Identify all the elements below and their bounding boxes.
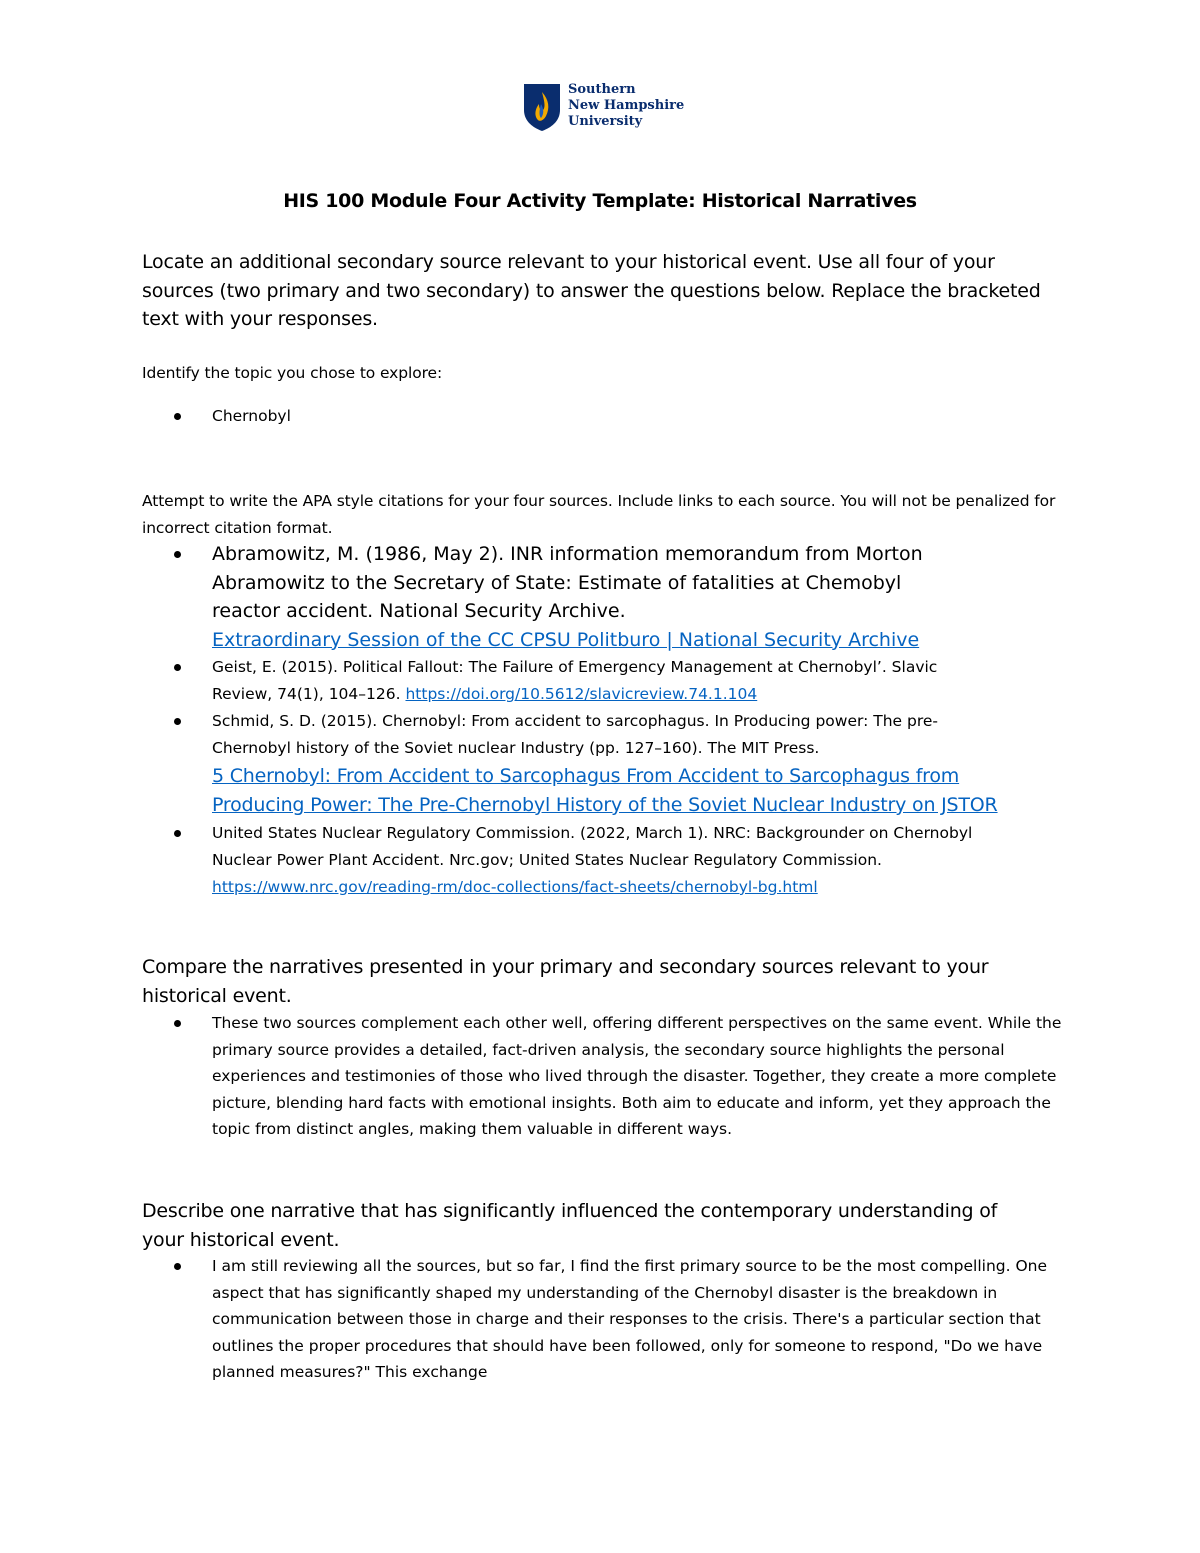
answer-compare: These two sources complement each other well, offering different perspectives on the same event. While the primary source provides a detailed, fact-driven analysis, the secondary source highlights the personal experiences and testimonies of those who lived through the disaster. Together, they create a more complete picture, blending hard facts with emotional insights. Both aim to educate and inform, yet they approach the topic from distinct angles, making them valuable in different ways. [142,1010,1062,1143]
citation-text: United States Nuclear Regulatory Commission. (2022, March 1). NRC: Backgrounder on Chernobyl Nuclear Power Plant Accident. Nrc.gov; United States Nuclear Regulatory Commission. [212,824,973,869]
citation-item [142,540,952,654]
logo-line-2: New Hampshire [568,98,685,113]
intro-paragraph: Locate an additional secondary source relevant to your historical event. Use all four of your sources (two primary and two secondary) to answer the questions below. Replace the bracketed text with your responses. [142,251,1041,330]
university-logo [522,82,722,136]
citation-link[interactable]: https://doi.org/10.5612/slavicreview.74.1.104 [405,685,758,703]
citation-text: Abramowitz, M. (1986, May 2). INR information memorandum from Morton Abramowitz to the Secretary of State: Estimate of fatalities at Chemobyl reactor accident. National Security Archive. [212,543,923,622]
citation-item [142,820,982,901]
logo-wordmark [568,82,684,130]
shield-flame-icon [522,82,562,132]
citation-link[interactable]: https://www.nrc.gov/reading-rm/doc-collections/fact-sheets/chernobyl-bg.html [212,878,818,896]
citations-list [142,540,1062,901]
logo-line-1: Southern [568,82,636,97]
citations-prompt: Attempt to write the APA style citations for your four sources. Include links to each source. You will not be penalized for incorrect citation format. [142,492,1056,537]
logo-line-3: University [568,114,643,129]
topic-answer: Chernobyl [142,403,1062,429]
topic-list [142,403,1062,429]
citation-item [142,708,1002,820]
question-compare: Compare the narratives presented in your primary and secondary sources relevant to your historical event. [142,956,989,1007]
citation-text: Schmid, S. D. (2015). Chernobyl: From accident to sarcophagus. In Producing power: The pre-Chernobyl history of the Soviet nuclear Industry (pp. 127–160). The MIT Press. [212,712,938,757]
citation-link[interactable]: Extraordinary Session of the CC CPSU Politburo | National Security Archive [212,628,920,651]
citation-item [142,654,1002,708]
answer-describe-list [142,1253,1062,1386]
question-describe: Describe one narrative that has significantly influenced the contemporary understanding of your historical event. [142,1200,998,1251]
answer-describe: I am still reviewing all the sources, but so far, I find the first primary source to be the most compelling. One aspect that has significantly shaped my understanding of the Chernobyl disaster is the breakdown in communication between those in charge and their responses to the crisis. There's a particular section that outlines the proper procedures that should have been followed, only for someone to respond, "Do we have planned measures?" This exchange [142,1253,1062,1386]
document-title: HIS 100 Module Four Activity Template: Historical Narratives [283,190,917,212]
answer-compare-list [142,1010,1062,1143]
citation-text: Geist, E. (2015). Political Fallout: The Failure of Emergency Management at Chernobyl’. Slavic Review, 74(1), 104–126. [212,658,938,703]
citation-link[interactable]: 5 Chernobyl: From Accident to Sarcophagus From Accident to Sarcophagus from Producing Power: The Pre-Chernobyl History of the Soviet Nuclear Industry on JSTOR [212,765,998,816]
topic-prompt: Identify the topic you chose to explore: [142,364,443,382]
